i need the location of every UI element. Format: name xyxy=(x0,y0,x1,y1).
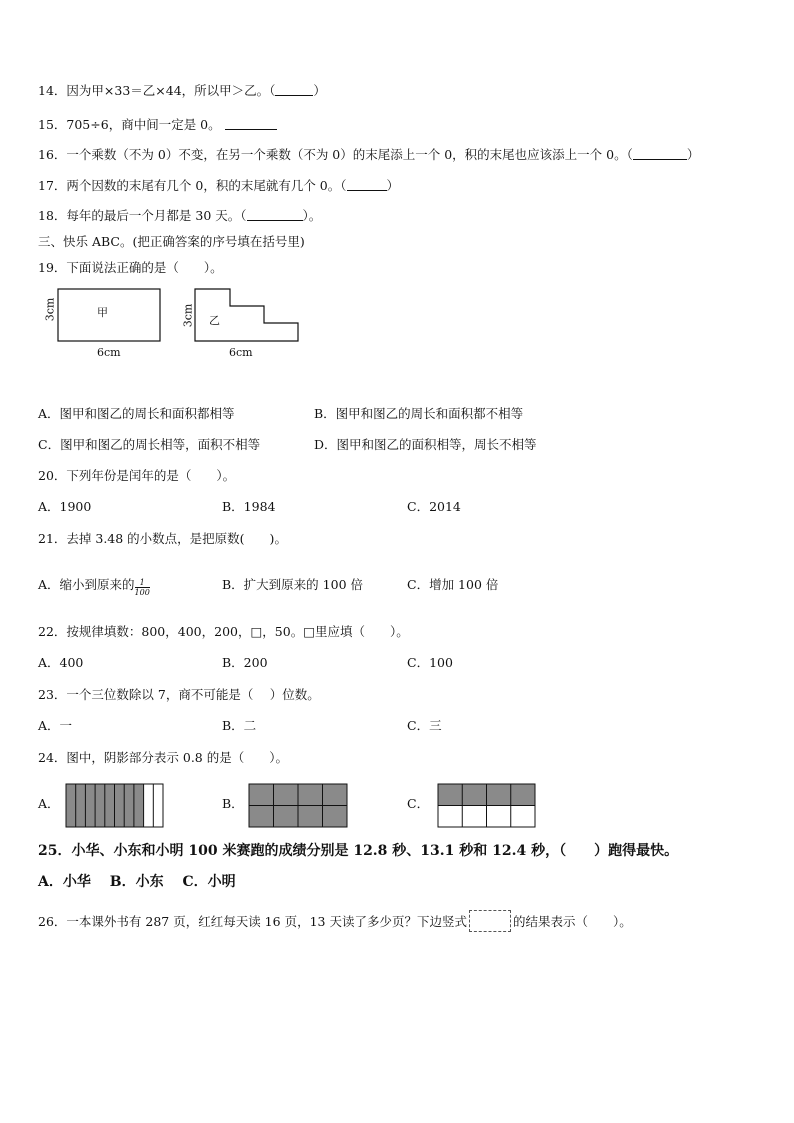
option-c[interactable]: C．2014 xyxy=(407,499,461,514)
option-a[interactable]: A．图甲和图乙的周长和面积都相等 xyxy=(38,406,235,421)
shape-yi-label: 乙 xyxy=(209,314,220,327)
option-d[interactable]: D．图甲和图乙的面积相等，周长不相等 xyxy=(314,437,537,452)
option-b-label[interactable]: B． xyxy=(222,796,244,811)
question-26-text-after: 的结果表示（ ）。 xyxy=(512,914,632,929)
question-16-close: ） xyxy=(686,147,700,162)
shape-yi-width-label: 6cm xyxy=(229,346,253,359)
question-15-text: 15．705÷6，商中间一定是 0。 xyxy=(38,117,221,132)
section-header: 三、快乐 ABC。(把正确答案的序号填在括号里) xyxy=(38,234,305,249)
option-b[interactable]: B．二 xyxy=(222,718,257,733)
option-b[interactable]: B．图甲和图乙的周长和面积都不相等 xyxy=(314,406,524,421)
option-c[interactable]: C．三 xyxy=(407,718,442,733)
question-14-text: 14．因为甲×33＝乙×44，所以甲＞乙。（ xyxy=(38,83,276,98)
option-a[interactable]: A．400 xyxy=(38,655,84,670)
question-17-text: 17．两个因数的末尾有几个 0，积的末尾就有几个 0。（ xyxy=(38,178,347,193)
question-25-options[interactable]: A．小华 B．小东 C．小明 xyxy=(38,874,236,890)
question-16-text: 16．一个乘数（不为 0）不变，在另一个乘数（不为 0）的末尾添上一个 0，积的末尾也应该添上一个 0。（ xyxy=(38,147,633,162)
question-20-text: 20．下列年份是闰年的是（ ）。 xyxy=(38,468,236,483)
option-a[interactable]: A．一 xyxy=(38,718,73,733)
option-a-text: A．缩小到原来的 xyxy=(38,577,135,592)
fraction-numerator: 1 xyxy=(135,578,150,588)
question-22-text: 22．按规律填数：800，400，200，□，50。□里应填（ ）。 xyxy=(38,624,409,639)
question-21-text: 21．去掉 3.48 的小数点，是把原数( )。 xyxy=(38,531,287,546)
question-26 xyxy=(38,910,632,932)
grid-option-c xyxy=(438,784,535,827)
option-a-label[interactable]: A． xyxy=(38,796,60,811)
option-b[interactable]: B．扩大到原来的 100 倍 xyxy=(222,577,363,592)
option-c[interactable]: C．图甲和图乙的周长相等，面积不相等 xyxy=(38,437,261,452)
question-25-text: 25．小华、小东和小明 100 米赛跑的成绩分别是 12.8 秒、13.1 秒和 12.4 秒，（ ）跑得最快。 xyxy=(38,843,679,859)
shape-jia-width-label: 6cm xyxy=(97,346,121,359)
shape-jia-height-label: 3cm xyxy=(43,297,57,322)
fraction-denominator: 100 xyxy=(134,588,150,597)
question-18-close: ）。 xyxy=(302,208,322,223)
question-26-text: 26．一本课外书有 287 页，红红每天读 16 页，13 天读了多少页？下边竖式 xyxy=(38,914,467,929)
question-18-text: 18．每年的最后一个月都是 30 天。（ xyxy=(38,208,247,223)
question-14-close: ） xyxy=(313,83,326,98)
grid-option-a xyxy=(66,784,163,827)
option-c[interactable]: C．增加 100 倍 xyxy=(407,577,499,592)
option-b[interactable]: B．200 xyxy=(222,655,268,670)
option-c[interactable]: C．100 xyxy=(407,655,453,670)
grid-option-b xyxy=(249,784,347,827)
shape-jia-label: 甲 xyxy=(97,306,108,319)
option-b[interactable]: B．1984 xyxy=(222,499,276,514)
question-19-text: 19．下面说法正确的是（ ）。 xyxy=(38,260,223,275)
option-a[interactable]: A．1900 xyxy=(38,499,92,514)
vertical-calculation-box xyxy=(469,910,511,932)
question-17-close: ） xyxy=(386,178,400,193)
shape-yi-height-label: 3cm xyxy=(181,303,195,328)
option-c-label[interactable]: C． xyxy=(407,796,430,811)
question-24-text: 24．图中，阴影部分表示 0.8 的是（ ）。 xyxy=(38,750,288,765)
question-23-text: 23．一个三位数除以 7，商不可能是（ ）位数。 xyxy=(38,687,320,702)
